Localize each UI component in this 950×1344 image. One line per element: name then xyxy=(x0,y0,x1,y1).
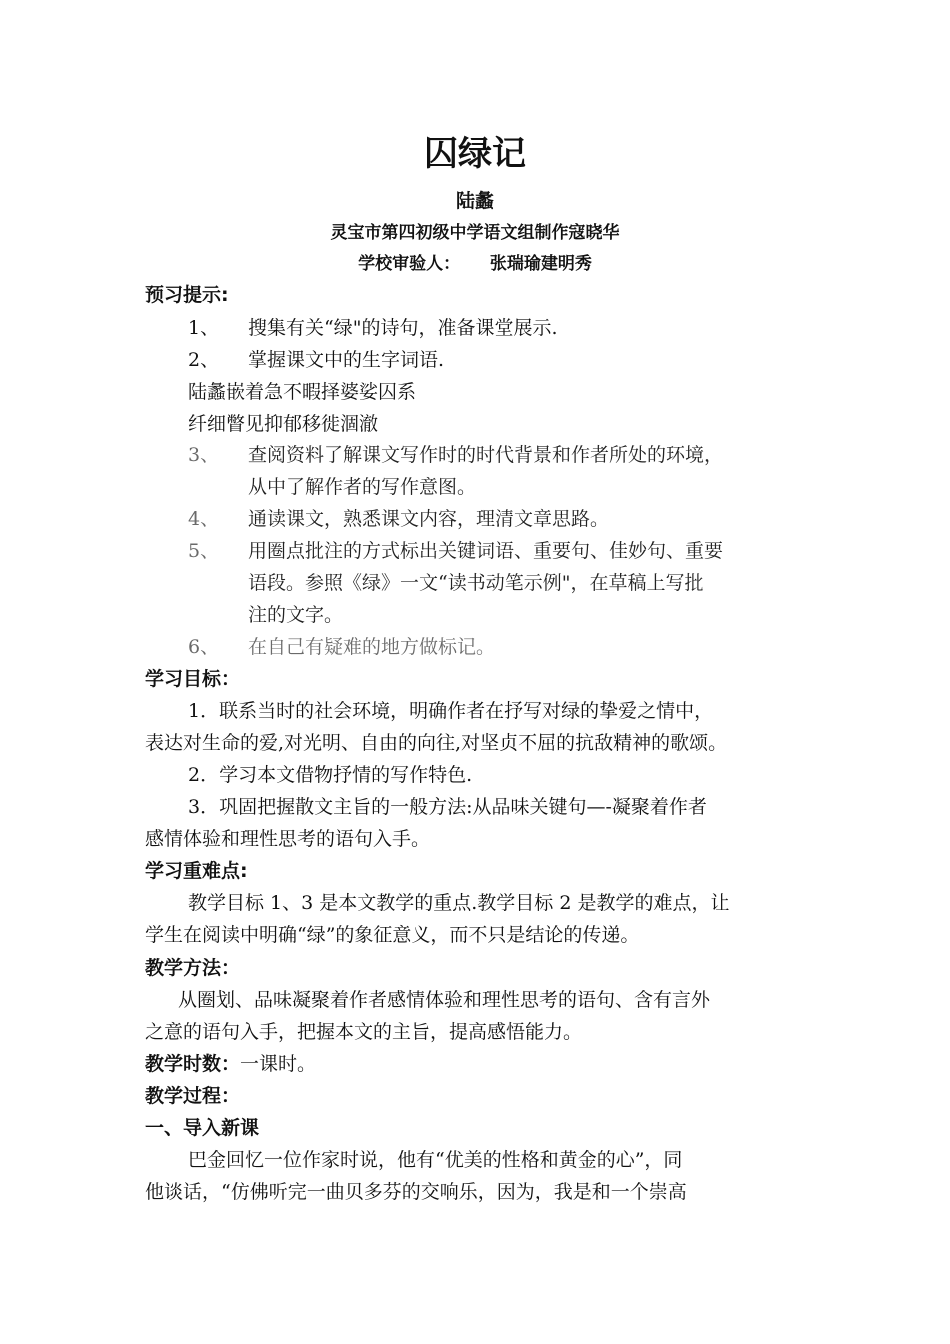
preview-item-text: 用圈点批注的方式标出关键词语、重要句、佳妙句、重要 xyxy=(248,540,724,562)
process-heading: 教学过程： xyxy=(145,1085,241,1107)
goal-text: 2．学习本文借物抒情的写作特色. xyxy=(188,764,473,786)
preview-heading: 预习提示: xyxy=(145,284,229,306)
preview-item-text: 从中了解作者的写作意图。 xyxy=(248,476,477,498)
preview-item-number: 4、 xyxy=(188,508,220,530)
goals-heading: 学习目标： xyxy=(145,668,241,690)
preview-item-number: 1、 xyxy=(188,317,220,339)
preview-item-number: 5、 xyxy=(188,540,220,562)
preview-item-text: 语段。参照《绿》一文“读书动笔示例"，在草稿上写批 xyxy=(248,572,704,594)
key-points-text: 学生在阅读中明确“绿”的象征意义，而不只是结论的传递。 xyxy=(145,924,640,946)
method-text: 从圈划、品味凝聚着作者感情体验和理性思考的语句、含有言外 xyxy=(178,989,711,1011)
section-heading: 一、导入新课 xyxy=(145,1117,260,1139)
preview-item-text: 注的文字。 xyxy=(248,604,344,626)
reviewer-line xyxy=(0,249,950,274)
preview-item-text: 搜集有关“绿"的诗句，准备课堂展示. xyxy=(248,317,558,339)
goal-text: 1．联系当时的社会环境，明确作者在抒写对绿的挚爱之情中， xyxy=(188,700,714,722)
preview-item-number: 3、 xyxy=(188,444,220,466)
key-points-text: 教学目标 1、3 是本文教学的重点.教学目标 2 是教学的难点，让 xyxy=(188,892,730,914)
goal-text: 表达对生命的爱,对光明、自由的向往,对坚贞不屈的抗敌精神的歌颂。 xyxy=(145,732,728,754)
key-points-heading: 学习重难点: xyxy=(145,860,248,882)
preview-item-number: 6、 xyxy=(188,636,220,658)
method-text: 之意的语句入手，把握本文的主旨，提高感悟能力。 xyxy=(145,1021,583,1043)
hours-line xyxy=(145,1049,316,1076)
process-text: 巴金回忆一位作家时说，他有“优美的性格和黄金的心”，同 xyxy=(188,1149,683,1171)
reviewer-label: 学校审验人： xyxy=(358,254,461,274)
document-title: 囚绿记 xyxy=(424,134,526,174)
preview-item-text: 在自己有疑难的地方做标记。 xyxy=(248,636,496,658)
hours-value: 一课时。 xyxy=(240,1053,317,1075)
vocab-line: 陆蠡嵌着急不暇择婆娑囚系 xyxy=(188,381,417,403)
goal-text: 3．巩固把握散文主旨的一般方法:从品味关键句—-凝聚着作者 xyxy=(188,796,707,818)
preview-item-text: 通读课文，熟悉课文内容，理清文章思路。 xyxy=(248,508,610,530)
method-heading: 教学方法： xyxy=(145,957,241,979)
author-name: 陆蠡 xyxy=(455,190,494,212)
reviewer-names: 张瑞瑜建明秀 xyxy=(489,254,592,274)
preview-item-number: 2、 xyxy=(188,349,220,371)
preview-item-text: 查阅资料了解课文写作时的时代背景和作者所处的环境， xyxy=(248,444,724,466)
goal-text: 感情体验和理性思考的语句入手。 xyxy=(145,828,431,850)
vocab-line: 纤细瞥见抑郁移徙涸澈 xyxy=(188,413,379,435)
preview-item-text: 掌握课文中的生字词语. xyxy=(248,349,445,371)
process-text: 他谈话，“仿佛听完一曲贝多芬的交响乐，因为，我是和一个崇高 xyxy=(145,1181,687,1203)
hours-heading: 教学时数： xyxy=(145,1053,241,1075)
maker-line: 灵宝市第四初级中学语文组制作寇晓华 xyxy=(330,223,620,243)
